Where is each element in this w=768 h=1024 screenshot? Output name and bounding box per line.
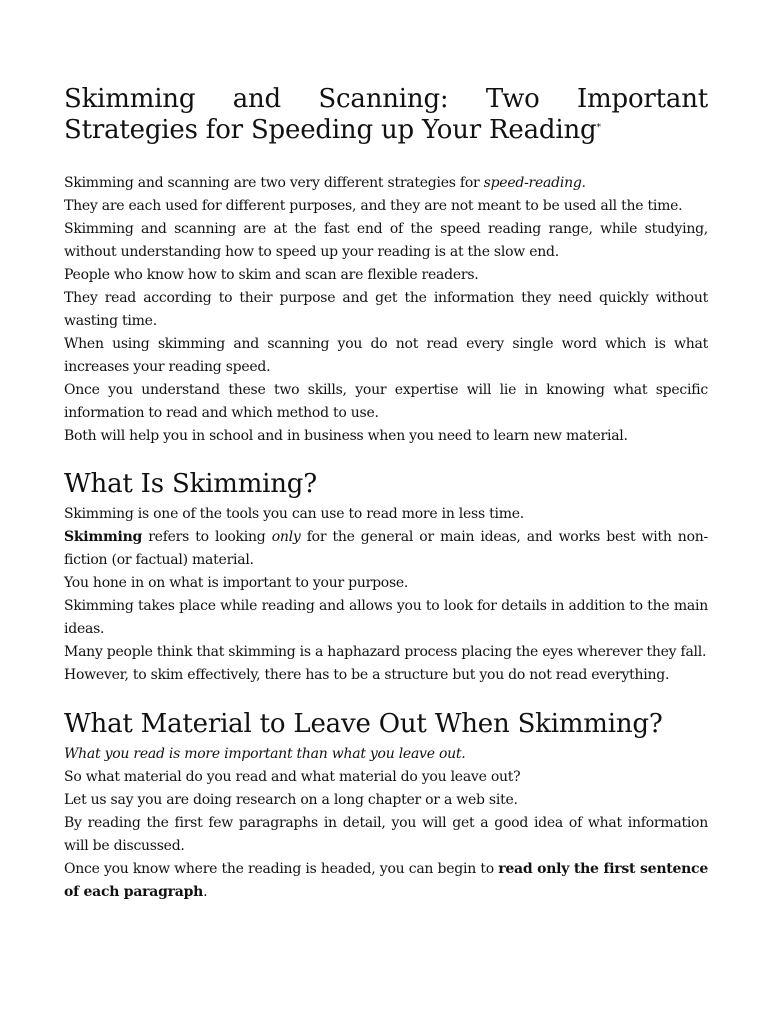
intro-paragraph: Skimming and scanning are at the fast end of the speed reading range, while studying, without understanding how to speed up your reading is at the slow end. (64, 221, 708, 260)
intro-paragraph: They read according to their purpose and get the information they need quickly without wasting time. (64, 290, 708, 329)
title-line-2-text: Strategies for Speeding up Your Reading (64, 115, 597, 145)
section-heading-what-material-to-leave-out: What Material to Leave Out When Skimming? (64, 709, 663, 739)
section2-p5-end: . (203, 884, 208, 900)
title-line-2 (64, 115, 708, 146)
section-paragraph (64, 526, 708, 572)
section-paragraph: However, to skim effectively, there has to be a structure but you do not read everything. (64, 667, 670, 683)
intro-paragraph: Once you understand these two skills, your expertise will lie in knowing what specific information to read and which method to use. (64, 382, 708, 421)
intro-paragraph: Both will help you in school and in business when you need to learn new material. (64, 428, 628, 444)
section-paragraph: Let us say you are doing research on a long chapter or a web site. (64, 792, 518, 808)
intro-paragraph: When using skimming and scanning you do not read every single word which is what increases your reading speed. (64, 336, 708, 375)
intro-p1-end: . (581, 175, 586, 191)
section1-p2-italic: only (271, 529, 301, 545)
section1-p2-bold: Skimming (64, 529, 143, 545)
intro-p1-text: Skimming and scanning are two very different strategies for (64, 175, 484, 191)
section-heading-what-is-skimming: What Is Skimming? (64, 469, 317, 499)
section-paragraph: You hone in on what is important to your purpose. (64, 575, 409, 591)
section2-p1-italic: What you read is more important than what you leave out. (64, 746, 466, 762)
intro-paragraph (64, 172, 708, 195)
document-title (64, 84, 708, 146)
intro-section (64, 172, 708, 448)
section2-p5-a: Once you know where the reading is headed, you can begin to (64, 861, 499, 877)
section1-p2-b: for the general or main ideas, and works best with non-fiction (or factual) material. (64, 529, 708, 568)
document-page (64, 84, 708, 904)
section-paragraph: By reading the first few paragraphs in detail, you will get a good idea of what information will be discussed. (64, 815, 708, 854)
footnote-marker: * (596, 123, 601, 133)
section-paragraph: Many people think that skimming is a haphazard process placing the eyes wherever they fall. (64, 644, 707, 660)
intro-p1-italic: speed-reading (483, 175, 582, 191)
intro-paragraph: They are each used for different purposes, and they are not meant to be used all the time. (64, 198, 683, 214)
intro-paragraph: People who know how to skim and scan are flexible readers. (64, 267, 479, 283)
section-paragraph (64, 743, 708, 766)
section-paragraph: Skimming is one of the tools you can use to read more in less time. (64, 506, 524, 522)
leave-out-section (64, 743, 708, 904)
skimming-section (64, 503, 708, 687)
section2-p5-bold: read only the first sentence of each paragraph (64, 861, 708, 900)
title-line-1: Skimming and Scanning: Two Important (64, 84, 708, 114)
section-paragraph: Skimming takes place while reading and allows you to look for details in addition to the main ideas. (64, 598, 708, 637)
section-paragraph: So what material do you read and what material do you leave out? (64, 769, 521, 785)
section-paragraph (64, 858, 708, 904)
section1-p2-a: refers to looking (142, 529, 272, 545)
